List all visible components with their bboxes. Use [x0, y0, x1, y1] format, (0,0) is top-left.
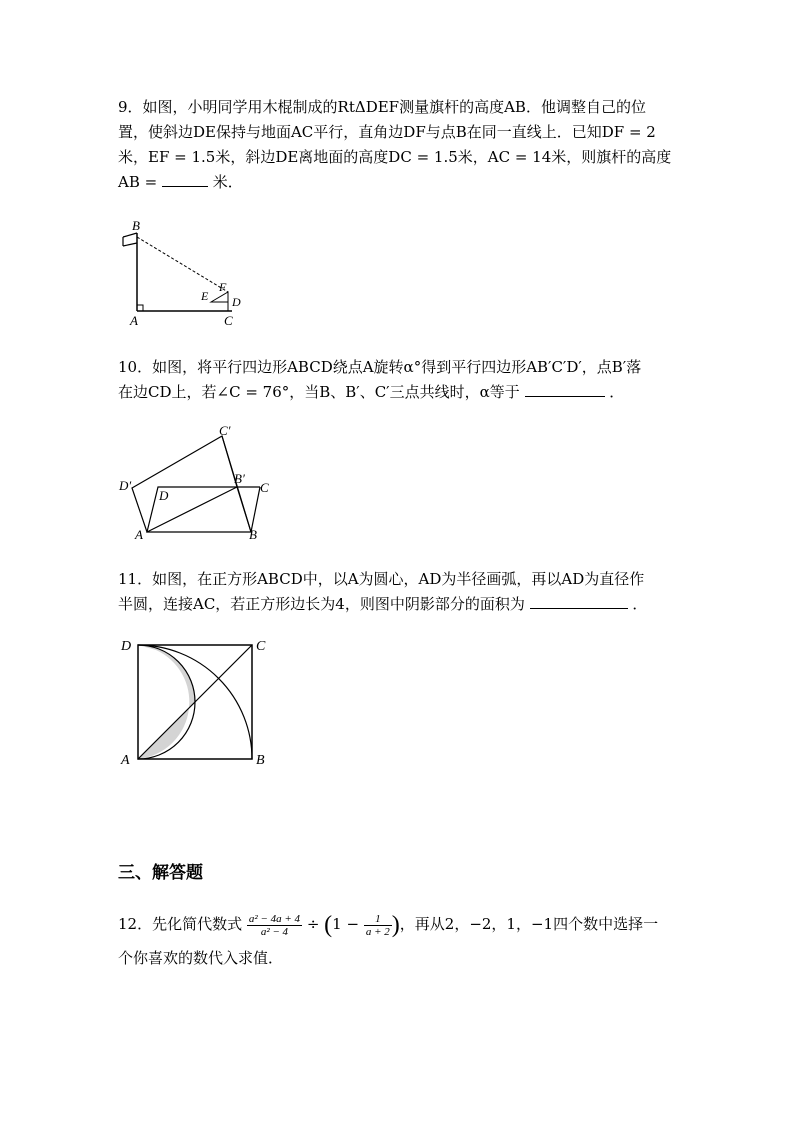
diagonal-ac	[138, 645, 252, 759]
q11-figure	[116, 632, 276, 770]
label-C: C	[260, 480, 269, 495]
label-A: A	[135, 527, 143, 542]
label-D: D	[232, 295, 241, 309]
shaded-region-upper	[138, 645, 195, 708]
question-11	[118, 567, 678, 617]
divide-sign: ÷	[306, 915, 320, 933]
parallelogram-ab1c1d1	[132, 436, 237, 532]
label-F: F	[219, 280, 227, 294]
q10-line-1: 10．如图，将平行四边形ABCD绕点A旋转α°得到平行四边形AB′C′D′，点B′落	[118, 358, 642, 376]
left-paren: (	[324, 912, 333, 938]
one-minus: 1 −	[332, 915, 360, 933]
flag-bottom	[123, 243, 137, 246]
q11-line-2	[118, 592, 678, 617]
right-angle-mark	[137, 305, 143, 311]
label-B: B	[256, 753, 265, 768]
q9-line-3: 米，EF = 1.5米，斜边DE离地面的高度DC = 1.5米，AC = 14米，则旗杆的高度	[118, 148, 672, 166]
q11-answer-blank[interactable]	[530, 592, 628, 609]
q10-condition: 在边CD上，若∠C = 76°，当B、B′、C′三点共线时，α等于	[118, 383, 520, 401]
label-E: E	[201, 289, 209, 303]
label-A: A	[130, 313, 138, 328]
q9-ab-label: AB =	[118, 173, 158, 191]
label-C: C	[256, 639, 266, 654]
q10-figure	[115, 422, 285, 547]
label-B: B	[132, 218, 140, 233]
q9-line-4	[118, 170, 678, 195]
question-10	[118, 355, 678, 405]
section-heading: 三、解答题	[118, 863, 203, 883]
q11-period: ．	[632, 595, 648, 613]
fraction-1	[247, 913, 302, 938]
q11-line-1: 11．如图，在正方形ABCD中，以A为圆心，AD为半径画弧，再以AD为直径作	[118, 570, 645, 588]
right-paren: )	[391, 912, 400, 938]
sight-line-bd	[137, 237, 228, 292]
label-B: B	[249, 527, 257, 542]
label-D: D	[121, 639, 132, 654]
q9-answer-blank[interactable]	[162, 170, 208, 187]
q12-line-2: 个你喜欢的数代入求值．	[118, 949, 284, 967]
q10-period: ．	[609, 383, 625, 401]
label-C: C	[224, 313, 233, 328]
fraction-1-numerator: a² − 4a + 4	[248, 912, 301, 925]
q10-answer-blank[interactable]	[525, 380, 605, 397]
question-12	[118, 908, 678, 971]
fraction-1-denominator: a² − 4	[260, 925, 289, 938]
label-B-prime: B′	[234, 471, 245, 486]
q12-intro: 12．先化简代数式	[118, 915, 243, 933]
q12-line-1	[118, 908, 678, 940]
q9-figure	[110, 215, 260, 330]
label-A: A	[121, 753, 130, 768]
fraction-2	[364, 913, 392, 938]
label-C-prime: C′	[219, 423, 231, 438]
q11-condition: 半圆，连接AC，若正方形边长为4，则图中阴影部分的面积为	[118, 595, 525, 613]
q9-line-1: 9．如图，小明同学用木棍制成的RtΔDEF测量旗杆的高度AB．他调整自己的位	[118, 98, 646, 116]
flag-top	[123, 233, 137, 237]
q9-unit: 米．	[212, 173, 243, 191]
label-D-prime: D′	[119, 478, 132, 493]
q9-line-2: 置，使斜边DE保持与地面AC平行，直角边DF与点B在同一直线上．已知DF = 2	[118, 123, 656, 141]
fraction-2-denominator: a + 2	[365, 925, 390, 938]
label-D: D	[159, 488, 169, 503]
q10-line-2	[118, 380, 678, 405]
question-9	[118, 95, 678, 195]
q12-choices: ，再从2，−2，1，−1四个数中选择一	[399, 915, 659, 933]
segment-c-b	[251, 487, 260, 532]
fraction-2-numerator: 1	[364, 913, 392, 926]
